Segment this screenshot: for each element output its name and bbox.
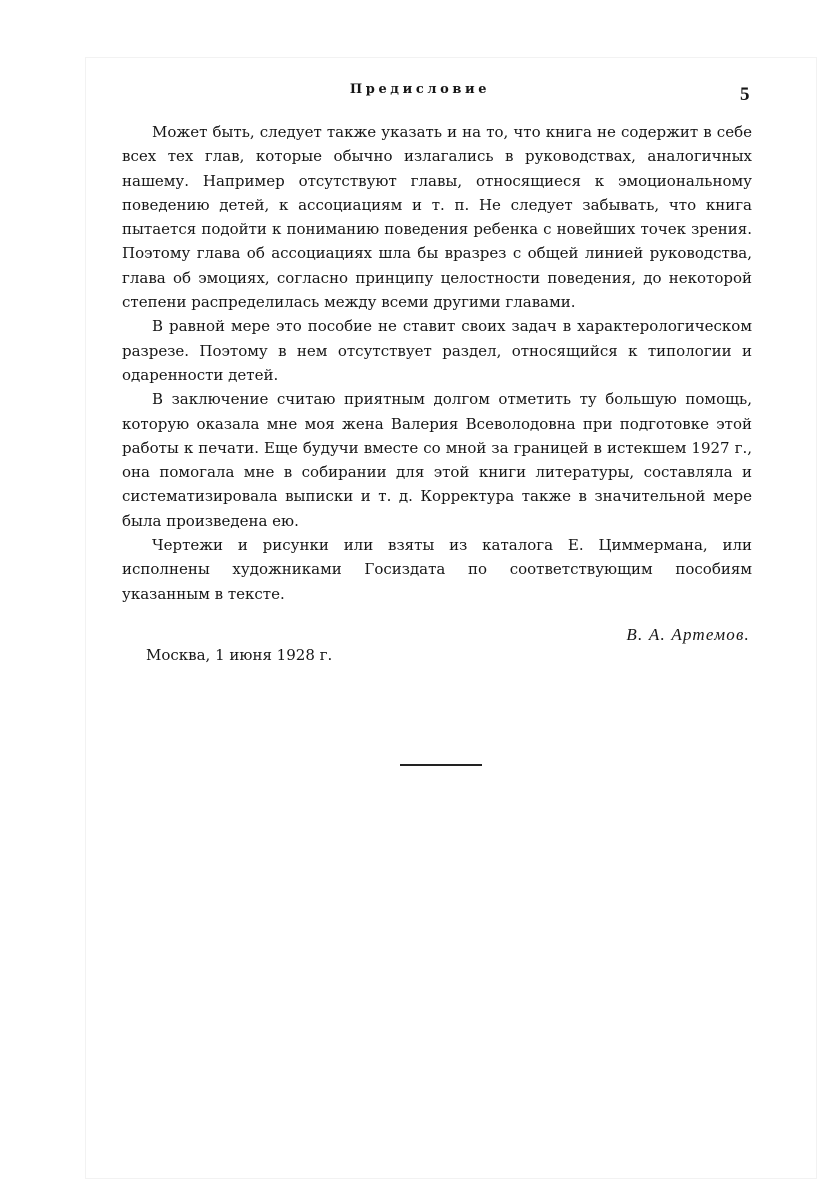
running-title: Предисловие — [349, 82, 491, 97]
end-rule-divider — [400, 764, 482, 766]
page-number: 5 — [740, 84, 750, 105]
paragraph-1: Может быть, следует также указать и на то, что книга не содержит в себе всех тех глав, которые обычно излагались в руководствах, аналогичных нашему. Например отсутствуют главы, относящиеся к эмоциональному поведению детей, к ассоциациям и т. п. Не следует забывать, что книга пытается подойти к пониманию поведения ребенка с новейших точек зрения. Поэтому глава об ассоциациях шла бы вразрез с общей линией руководства, глава об эмоциях, согласно принципу целостности поведения, до некоторой степени распределилась между всеми другими главами. — [122, 123, 752, 312]
paragraph-4: Чертежи и рисунки или взяты из каталога Е. Циммермана, или исполнены художниками Госиздата по соответствующим пособиям указанным в тексте. — [122, 536, 752, 603]
paragraph-3: В заключение считаю приятным долгом отметить ту большую помощь, которую оказала мне моя жена Валерия Всеволодовна при подготовке этой работы к печати. Еще будучи вместе со мной за границей в истекшем 1927 г., она помогала мне в собирании для этой книги литературы, составляла и систематизировала выписки и т. д. Корректура также в значительной мере была произведена ею. — [122, 390, 752, 530]
paragraph-2: В равной мере это пособие не ставит своих задач в характерологическом разрезе. Поэтому в нем отсутствует раздел, относящийся к типологии и одаренности детей. — [122, 317, 752, 384]
author-signature: В. А. Артемов. — [626, 625, 750, 644]
preface-body — [122, 120, 752, 606]
place-date: Москва, 1 июня 1928 г. — [146, 646, 333, 664]
